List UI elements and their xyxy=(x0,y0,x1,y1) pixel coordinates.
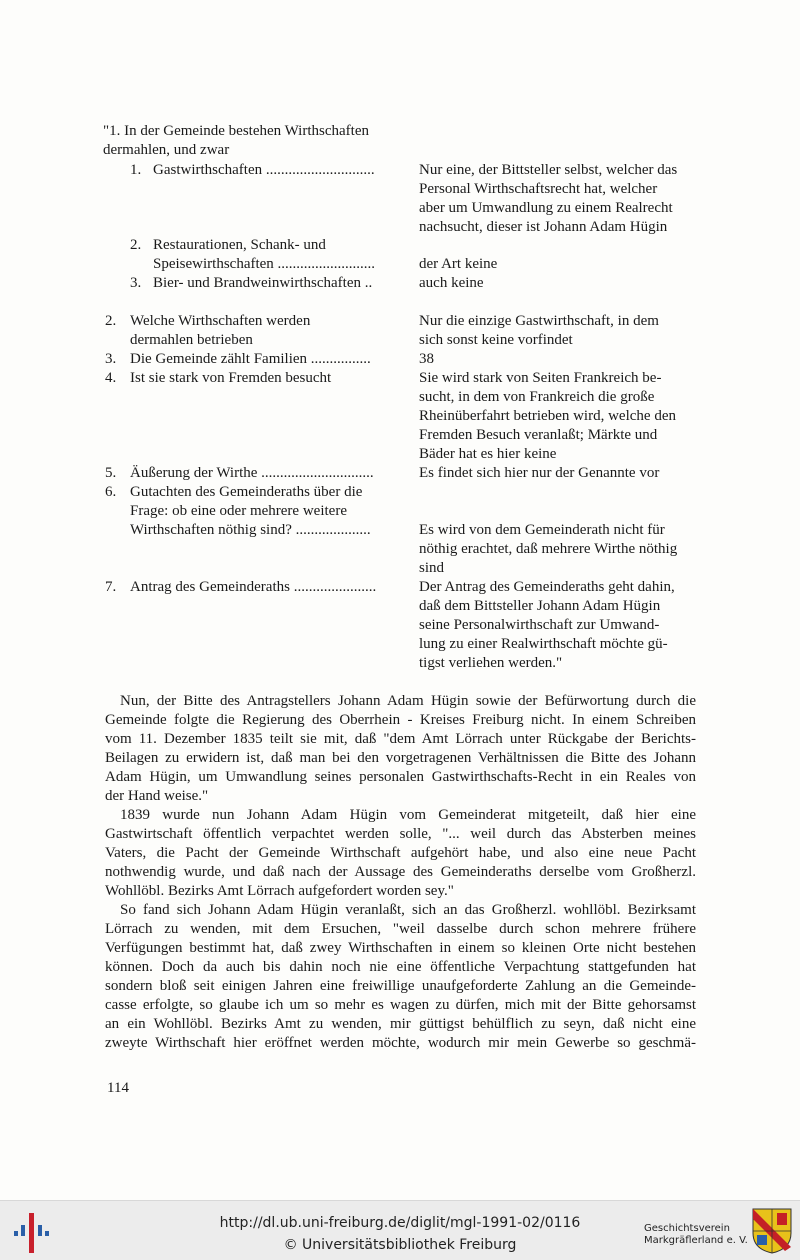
society-name-line: Geschichtsverein xyxy=(644,1223,730,1234)
answer-line: nachsucht, dieser ist Johann Adam Hügin xyxy=(419,219,668,235)
item-label: Gastwirthschaften ............................. xyxy=(153,162,375,178)
question-answer xyxy=(419,369,695,464)
text-line: zweyte Wirthschaft hier eröffnet werden möchte, wodurch mir mein Gewerbe so geschmä- xyxy=(105,1035,696,1051)
text-line: Adam Hügin, um Umwandlung seines personalen Gastwirthschafts-Recht in ein Reales von xyxy=(105,769,696,785)
answer-line: Nur die einzige Gastwirthschaft, in dem xyxy=(419,313,659,329)
question-number: 7. xyxy=(105,579,117,595)
question-label: Äußerung der Wirthe .............................. xyxy=(130,465,374,481)
answer-line: sich sonst keine vorfindet xyxy=(419,332,573,348)
text-line: können. Doch da auch bis dahin noch nie eine öffentliche Verpachtung stattgefunden hat xyxy=(105,959,696,975)
coat-of-arms-icon xyxy=(751,1207,793,1255)
text-line: casse erfolgte, so glaube ich um so mehr es wagen zu dürfen, mich mit der Bitte gehorsamst xyxy=(105,997,696,1013)
question-number: 3. xyxy=(105,351,117,367)
society-name-line: Markgräflerland e. V. xyxy=(644,1235,748,1246)
item-number: 3. xyxy=(130,275,142,291)
text-line: Wohllöbl. Bezirks Amt Lörrach aufgefordert worden sey." xyxy=(105,883,454,899)
item-number: 2. xyxy=(130,237,142,253)
answer-line: aber um Umwandlung zu einem Realrecht xyxy=(419,200,673,216)
answer-line: nöthig erachtet, daß mehrere Wirthe nöthig xyxy=(419,541,678,557)
question-label: Antrag des Gemeinderaths ...................... xyxy=(130,579,377,595)
text-line: Nun, der Bitte des Antragstellers Johann Adam Hügin sowie der Befürwortung durch die xyxy=(120,693,696,709)
question-number: 5. xyxy=(105,465,117,481)
text-line: Vaters, die Pacht der Gemeinde Wirthschaft aufgehört habe, und also eine neue Pacht xyxy=(105,845,696,861)
item-answer: der Art keine xyxy=(419,256,498,272)
society-name xyxy=(644,1223,748,1247)
answer-line: Fremden Besuch veranlaßt; Märkte und xyxy=(419,427,658,443)
answer-line: daß dem Bittsteller Johann Adam Hügin xyxy=(419,598,661,614)
question-number: 6. xyxy=(105,484,117,500)
question-label: Ist sie stark von Fremden besucht xyxy=(130,370,332,386)
question-answer xyxy=(419,312,695,350)
answer-line: sind xyxy=(419,560,445,576)
text-line: So fand sich Johann Adam Hügin veranlaßt, sich an das Großherzl. wohllöbl. Bezirksamt xyxy=(120,902,696,918)
item-number: 1. xyxy=(130,162,142,178)
viewer-footer xyxy=(0,1200,800,1260)
question-answer xyxy=(419,578,695,673)
text-line: Lörrach zu wenden, mit dem Ersuchen, "weil dasselbe durch schon mehrere frühere xyxy=(105,921,696,937)
copyright-notice: © Universitätsbibliothek Freiburg xyxy=(283,1237,517,1253)
text-line: der Hand weise." xyxy=(105,788,209,804)
question-label: Frage: ob eine oder mehrere weitere xyxy=(130,503,347,519)
question-number: 4. xyxy=(105,370,117,386)
answer-line: Bäder hat es hier keine xyxy=(419,446,557,462)
permalink-url[interactable]: http://dl.ub.uni-freiburg.de/diglit/mgl-1991-02/0116 xyxy=(219,1215,581,1231)
item-label: Restaurationen, Schank- und xyxy=(153,237,326,253)
question-label: Gutachten des Gemeinderaths über die xyxy=(130,484,363,500)
question-label: Die Gemeinde zählt Familien ................ xyxy=(130,351,371,367)
answer-line: lung zu einer Realwirthschaft möchte gü- xyxy=(419,636,668,652)
answer-line: Es wird von dem Gemeinderath nicht für xyxy=(419,522,665,538)
question-number: 2. xyxy=(105,313,117,329)
intro-line-2: dermahlen, und zwar xyxy=(103,142,230,158)
answer-line: sucht, in dem von Frankreich die große xyxy=(419,389,655,405)
text-line: an ein Wohllöbl. Bezirks Amt zu wenden, mir güttigst behülflich zu seyn, daß nicht eine xyxy=(105,1016,696,1032)
answer-line: Nur eine, der Bittsteller selbst, welcher das xyxy=(419,162,678,178)
text-line: sondern bloß seit einigen Jahren eine freiwillige unaufgeforderte Zahlung an die Gemeinde- xyxy=(105,978,696,994)
text-line: nothwendig wurde, und daß nach der Aussage des Gemeinderaths derselbe vom Großherzl. xyxy=(105,864,696,880)
page-number: 114 xyxy=(107,1080,129,1096)
paragraph-1 xyxy=(105,692,696,806)
text-line: Beilagen zu erwidern ist, daß man bei den vorgetragenen Verhältnissen die Bitte des Johann xyxy=(105,750,696,766)
question-label: dermahlen betrieben xyxy=(130,332,253,348)
question-label: Wirthschaften nöthig sind? .................... xyxy=(130,522,371,538)
text-line: Verfügungen bestimmt hat, daß zwey Wirthschaften in einem so kleinen Orte nicht bestehen xyxy=(105,940,696,956)
text-line: Gemeinde folgte die Regierung des Oberrhein - Kreises Freiburg nicht. In einem Schreiben xyxy=(105,712,696,728)
question-answer: Es findet sich hier nur der Genannte vor xyxy=(419,465,660,481)
answer-line: Rheinüberfahrt betrieben wird, welche den xyxy=(419,408,676,424)
paragraph-2 xyxy=(105,806,696,901)
text-line: 1839 wurde nun Johann Adam Hügin vom Gemeinderat mitgeteilt, daß hier eine xyxy=(120,807,696,823)
intro-line-1: "1. In der Gemeinde bestehen Wirthschaften xyxy=(103,123,369,139)
question-answer xyxy=(419,521,695,578)
item-answer xyxy=(419,161,695,237)
answer-line: Personal Wirthschaftsrecht hat, welcher xyxy=(419,181,658,197)
text-line: Gastwirtschaft öffentlich verpachtet werden solle, "... weil durch das Absterben meines xyxy=(105,826,696,842)
item-label: Speisewirthschaften .......................... xyxy=(153,256,376,272)
text-line: vom 11. Dezember 1835 teilt sie mit, daß "dem Amt Lörrach unter Rückgabe der Berichts- xyxy=(105,731,696,747)
answer-line: Sie wird stark von Seiten Frankreich be- xyxy=(419,370,662,386)
item-label: Bier- und Brandweinwirthschaften .. xyxy=(153,275,373,291)
answer-line: seine Personalwirthschaft zur Umwand- xyxy=(419,617,660,633)
answer-line: tigst verliehen werden." xyxy=(419,655,563,671)
answer-line: Der Antrag des Gemeinderaths geht dahin, xyxy=(419,579,675,595)
question-answer: 38 xyxy=(419,351,434,367)
paragraph-3 xyxy=(105,901,696,1053)
question-label: Welche Wirthschaften werden xyxy=(130,313,311,329)
item-answer: auch keine xyxy=(419,275,484,291)
